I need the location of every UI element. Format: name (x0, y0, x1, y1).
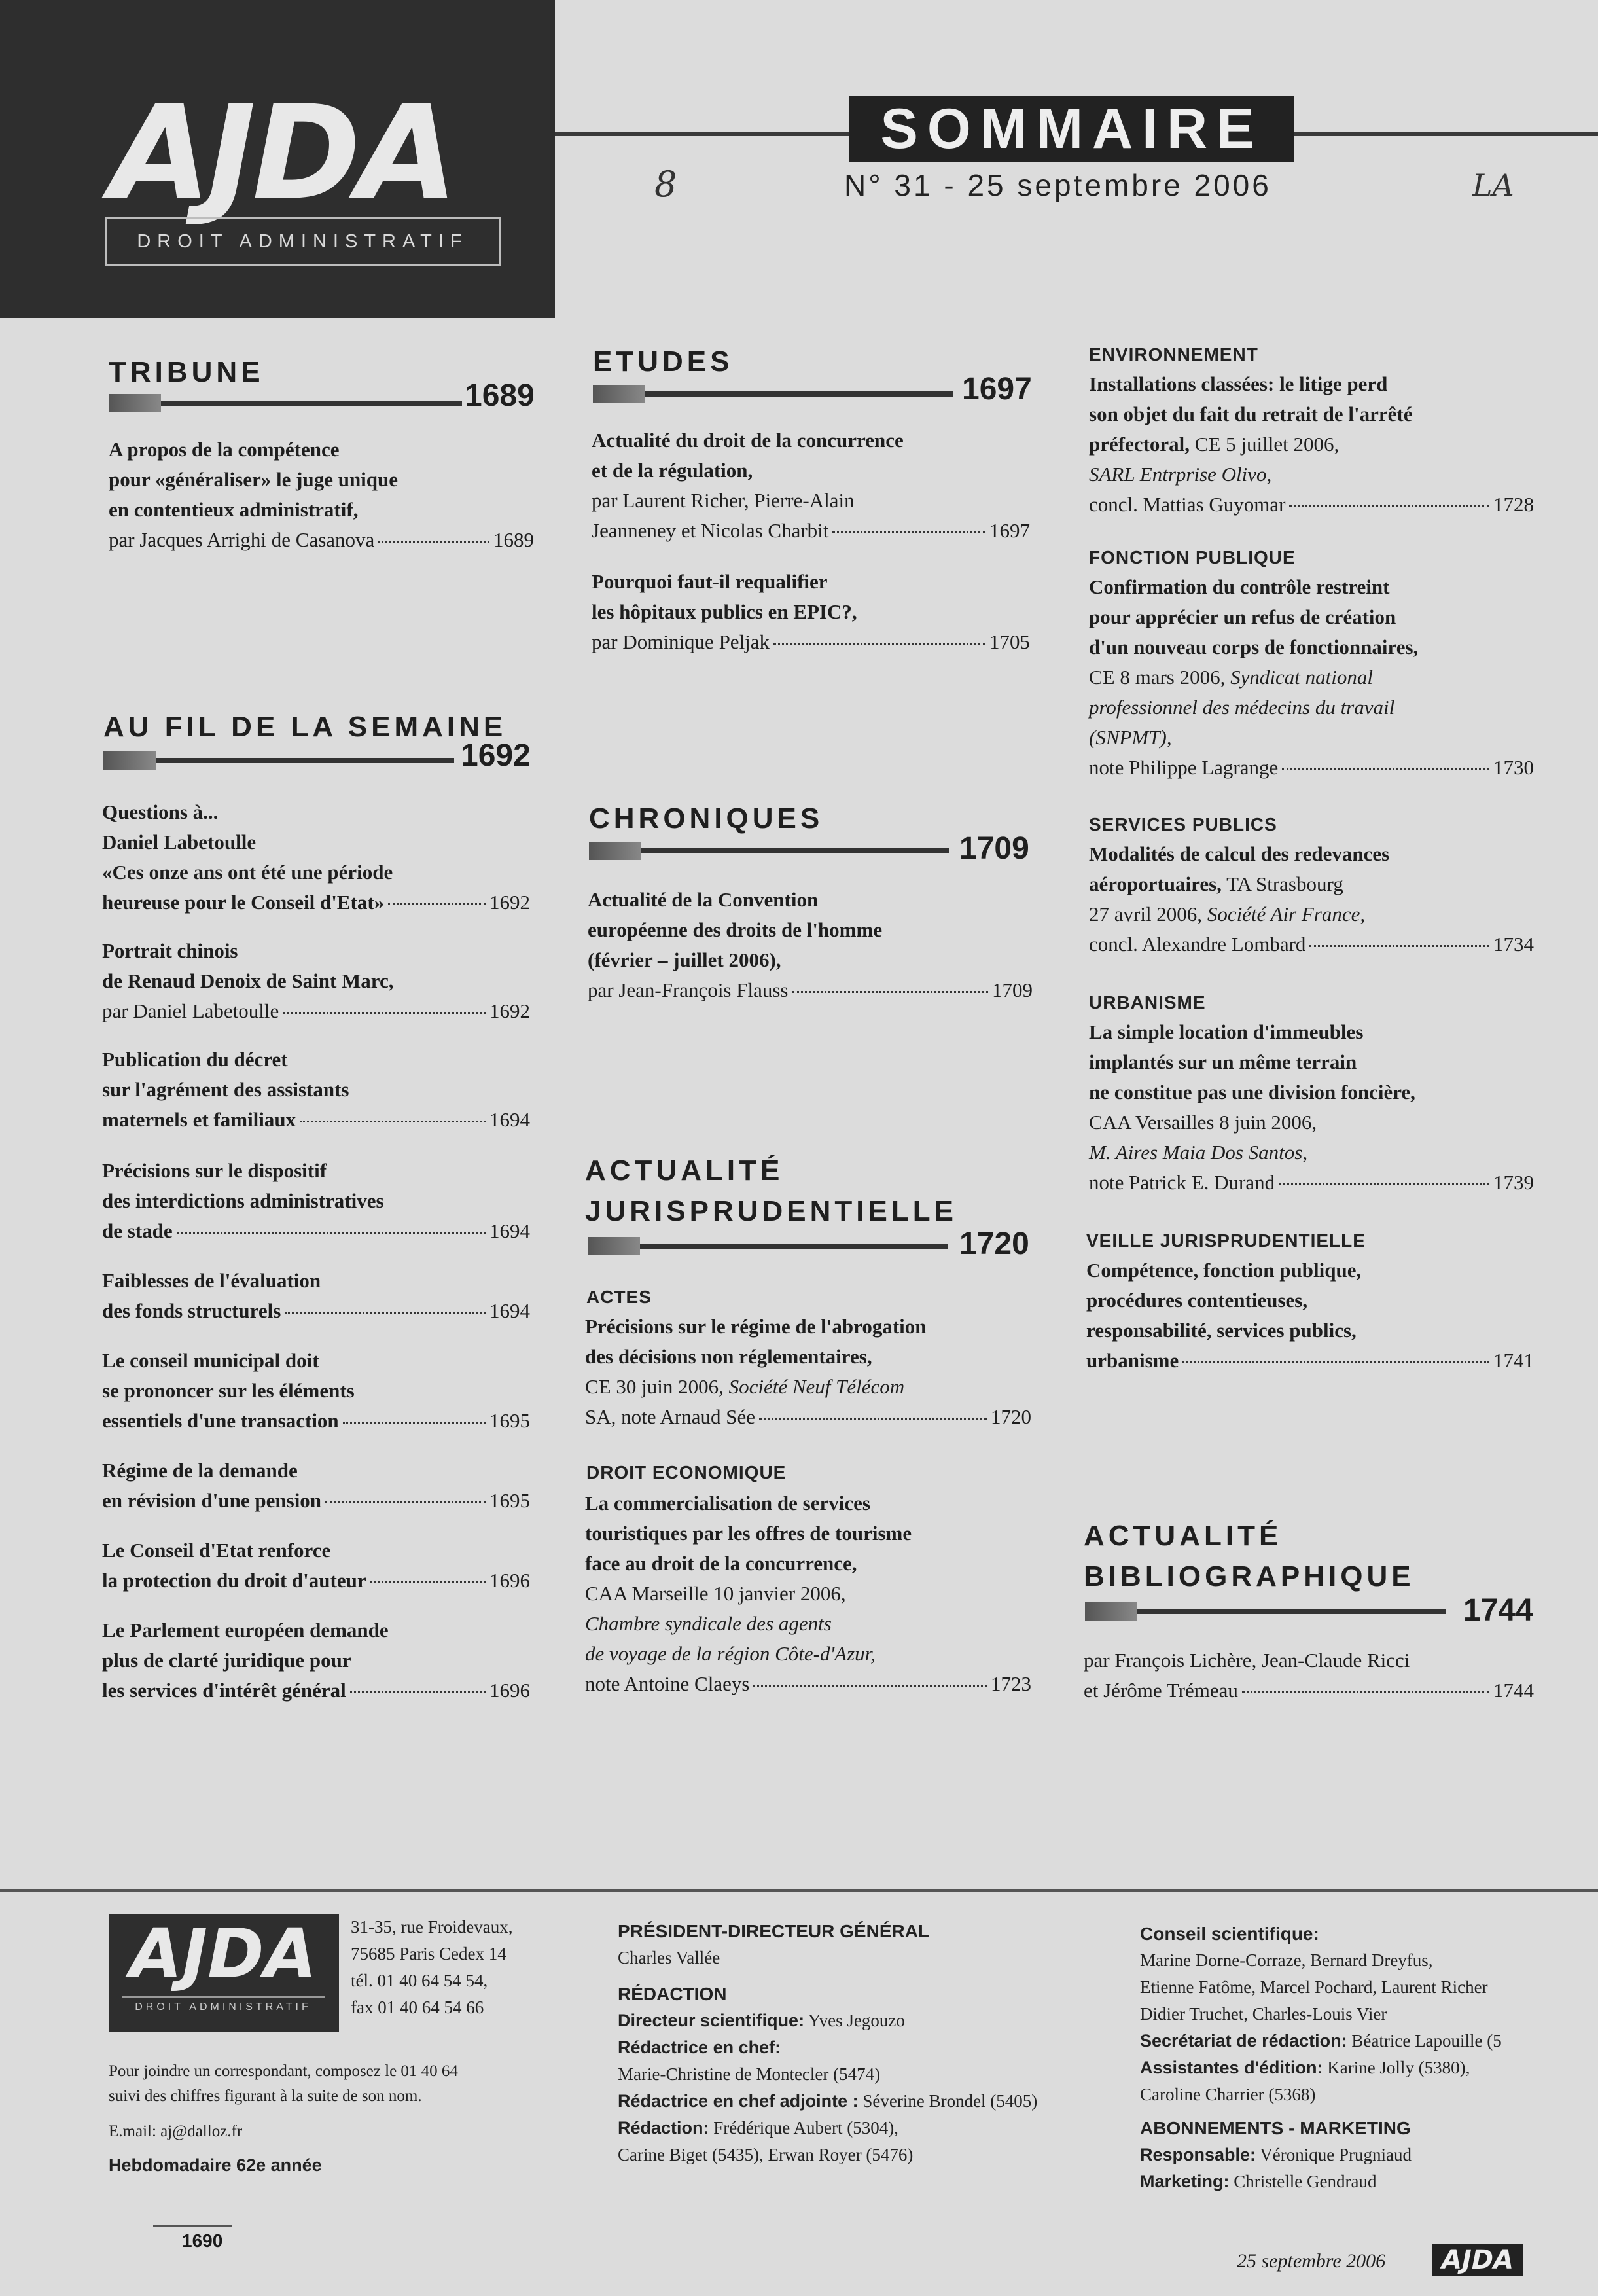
entry-title: Actualité de la Convention (588, 888, 819, 911)
section-title-biblio-1: ACTUALITÉ (1084, 1520, 1283, 1552)
entry-title: Le conseil municipal doit (102, 1349, 319, 1372)
address-line: 75685 Paris Cedex 14 (351, 1944, 506, 1964)
footer-role: Directeur scientifique: (618, 2011, 805, 2030)
entry-page: 1692 (489, 999, 530, 1022)
footer-heading: PRÉSIDENT-DIRECTEUR GÉNÉRAL (618, 1921, 930, 1941)
entry-title: (février – juillet 2006), (588, 948, 781, 971)
entry-title: Installations classées: le litige perd (1089, 372, 1388, 395)
entry-page: 1744 (1493, 1679, 1534, 1702)
issue-line: N° 31 - 25 septembre 2006 (844, 168, 1271, 202)
entry-page: 1741 (1493, 1349, 1534, 1372)
entry-page: 1723 (991, 1672, 1031, 1695)
entry-title: pour «généraliser» le juge unique (109, 468, 399, 491)
entry-title: Portrait chinois (102, 939, 238, 962)
toc-entry-actes[interactable] (585, 1312, 1031, 1432)
section-bar (1085, 1609, 1446, 1614)
entry-title: des fonds structurels (102, 1299, 281, 1322)
section-page-biblio: 1744 (1463, 1593, 1533, 1628)
entry-title: touristiques par les offres de tourisme (585, 1522, 912, 1545)
entry-title: heureuse pour le Conseil d'Etat» (102, 891, 385, 914)
entry-title: la protection du droit d'auteur (102, 1569, 366, 1592)
footer-name: Caroline Charrier (5368) (1140, 2085, 1316, 2104)
entry-page: 1694 (489, 1219, 530, 1242)
entry-page: 1695 (489, 1489, 530, 1512)
entry-page: 1692 (489, 891, 530, 914)
entry-title: en contentieux administratif, (109, 498, 359, 521)
section-bar (103, 758, 454, 763)
entry-title: responsabilité, services publics, (1086, 1319, 1357, 1342)
entry-author: par Daniel Labetoulle (102, 999, 279, 1022)
section-page-juris: 1720 (959, 1227, 1029, 1261)
entry-author: et Jérôme Trémeau (1084, 1679, 1238, 1702)
footer-role: Rédactrice en chef: (618, 2037, 781, 2057)
toc-entry-semaine-6[interactable] (102, 1346, 530, 1436)
section-title-tribune: TRIBUNE (109, 356, 264, 388)
toc-entry-eco[interactable] (585, 1488, 1031, 1699)
footer-role: Assistantes d'édition: (1140, 2058, 1323, 2077)
entry-title: Faiblesses de l'évaluation (102, 1269, 321, 1292)
page-number-rule (153, 2225, 232, 2227)
entry-title: se prononcer sur les éléments (102, 1379, 355, 1402)
entry-title: européenne des droits de l'homme (588, 918, 883, 941)
section-title-chroniques: CHRONIQUES (589, 802, 824, 834)
category-label: DROIT ECONOMIQUE (586, 1462, 787, 1482)
ajda-logo: AJDA (110, 77, 454, 230)
entry-page: 1720 (991, 1405, 1031, 1428)
entry-party: professionnel des médecins du travail (1089, 696, 1395, 719)
entry-title: pour apprécier un refus de création (1089, 605, 1396, 628)
section-page-tribune: 1689 (465, 378, 535, 413)
entry-author: par Jean-François Flauss (588, 978, 789, 1001)
footer-name: Véronique Prugniaud (1256, 2145, 1412, 2164)
footer-role: Rédaction: (618, 2118, 709, 2138)
entry-title: implantés sur un même terrain (1089, 1050, 1357, 1073)
entry-page: 1734 (1493, 933, 1534, 956)
entry-title: Questions à... (102, 800, 219, 823)
toc-entry-semaine-5[interactable] (102, 1266, 530, 1326)
footer-role: Marketing: (1140, 2172, 1230, 2191)
publisher-address (351, 1914, 567, 2021)
footer-role: Secrétariat de rédaction: (1140, 2031, 1347, 2051)
entry-party: de voyage de la région Côte-d'Azur, (585, 1642, 876, 1665)
entry-author: par Jacques Arrighi de Casanova (109, 528, 375, 551)
entry-title: La simple location d'immeubles (1089, 1020, 1364, 1043)
entry-page: 1696 (489, 1679, 530, 1702)
entry-title: procédures contentieuses, (1086, 1289, 1308, 1312)
entry-party: (SNPMT), (1089, 726, 1172, 749)
footer-heading: ABONNEMENTS - MARKETING (1140, 2118, 1411, 2138)
entry-ref: TA Strasbourg (1221, 872, 1343, 895)
footer-name: Marie-Christine de Montecler (5474) (618, 2064, 881, 2084)
footer-heading: Conseil scientifique: (1140, 1924, 1319, 1944)
entry-author: par François Lichère, Jean-Claude Ricci (1084, 1649, 1410, 1672)
entry-author: concl. Mattias Guyomar (1089, 493, 1286, 516)
entry-title: des interdictions administratives (102, 1189, 384, 1212)
entry-ref: CAA Versailles 8 juin 2006, (1089, 1111, 1317, 1134)
entry-title: Confirmation du contrôle restreint (1089, 575, 1390, 598)
entry-title: son objet du fait du retrait de l'arrêté (1089, 403, 1413, 425)
entry-title: préfectoral, (1089, 433, 1190, 456)
entry-title: les hôpitaux publics en EPIC?, (592, 600, 857, 623)
footer-date: 25 septembre 2006 (1237, 2250, 1386, 2272)
phone: tél. 01 40 64 54 54, (351, 1971, 488, 1990)
entry-title: en révision d'une pension (102, 1489, 322, 1512)
entry-title: maternels et familiaux (102, 1108, 296, 1131)
entry-author: concl. Alexandre Lombard (1089, 933, 1306, 956)
correspondant-info (109, 2059, 593, 2109)
toc-entry-semaine-2[interactable] (102, 936, 530, 1026)
entry-page: 1739 (1493, 1171, 1534, 1194)
section-page-chroniques: 1709 (959, 831, 1029, 866)
entry-page: 1696 (489, 1569, 530, 1592)
toc-entry-etudes-2[interactable] (592, 567, 1030, 657)
category-label: SERVICES PUBLICS (1089, 814, 1277, 834)
fax: fax 01 40 64 54 66 (351, 1998, 484, 2017)
entry-page: 1697 (989, 519, 1030, 542)
entry-ref: CE 30 juin 2006, (585, 1375, 724, 1398)
category-label: ACTES (586, 1287, 652, 1307)
footer-brand: AJDA (1432, 2244, 1523, 2276)
entry-page: 1730 (1493, 756, 1534, 779)
footer-name: Yves Jegouzo (804, 2011, 905, 2030)
section-bar (593, 391, 953, 397)
toc-entry-urb[interactable] (1089, 1017, 1534, 1198)
handwritten-mark-left: 8 (654, 164, 677, 205)
entry-title: d'un nouveau corps de fonctionnaires, (1089, 636, 1419, 658)
toc-entry-veille[interactable] (1086, 1255, 1534, 1376)
entry-title: ne constitue pas une division foncière, (1089, 1081, 1415, 1103)
entry-ref: CAA Marseille 10 janvier 2006, (585, 1582, 846, 1605)
section-bar (589, 848, 949, 853)
toc-entry-biblio[interactable] (1084, 1645, 1534, 1706)
entry-page: 1694 (489, 1108, 530, 1131)
footer-name: Christelle Gendraud (1229, 2172, 1377, 2191)
entry-author: par Laurent Richer, Pierre-Alain (592, 489, 855, 512)
footer-name: Marine Dorne-Corraze, Bernard Dreyfus, (1140, 1950, 1433, 1970)
entry-title: Pourquoi faut-il requalifier (592, 570, 828, 593)
entry-title: Précisions sur le dispositif (102, 1159, 327, 1182)
footer-name: Charles Vallée (618, 1948, 720, 1967)
toc-entry-semaine-9[interactable] (102, 1615, 530, 1706)
toc-entry-env[interactable] (1089, 369, 1534, 520)
category-label: URBANISME (1089, 992, 1206, 1013)
footer-role: Rédactrice en chef adjointe : (618, 2091, 859, 2111)
entry-page: 1695 (489, 1409, 530, 1432)
page-title: SOMMAIRE (849, 96, 1294, 162)
section-bar (588, 1244, 948, 1249)
page-number: 1690 (182, 2231, 223, 2251)
category-label: ENVIRONNEMENT (1089, 344, 1258, 365)
entry-title: Publication du décret (102, 1048, 288, 1071)
entry-party: SARL Entrprise Olivo, (1089, 463, 1272, 486)
toc-entry-chroniques[interactable] (588, 885, 1033, 1005)
entry-title: Modalités de calcul des redevances (1089, 842, 1390, 865)
entry-title: Le Conseil d'Etat renforce (102, 1539, 331, 1562)
entry-party: Société Air France, (1207, 903, 1366, 925)
footer-name: Séverine Brondel (5405) (858, 2091, 1038, 2111)
toc-entry-tribune[interactable] (109, 435, 534, 555)
toc-entry-fp[interactable] (1089, 572, 1534, 783)
entry-title: Précisions sur le régime de l'abrogation (585, 1315, 927, 1338)
entry-page: 1694 (489, 1299, 530, 1322)
toc-entry-semaine-7[interactable] (102, 1456, 530, 1516)
entry-title: Actualité du droit de la concurrence (592, 429, 904, 452)
section-page-semaine: 1692 (461, 738, 531, 773)
logo-subtitle: DROIT ADMINISTRATIF (105, 217, 501, 266)
toc-entry-semaine-3[interactable] (102, 1045, 530, 1135)
section-bar (109, 401, 462, 406)
entry-party: Chambre syndicale des agents (585, 1612, 832, 1635)
toc-entry-semaine-4[interactable] (102, 1156, 530, 1246)
entry-author: SA, note Arnaud Sée (585, 1405, 756, 1428)
entry-ref: 27 avril 2006, (1089, 903, 1203, 925)
section-title-semaine: AU FIL DE LA SEMAINE (103, 711, 507, 743)
footer-column-2 (618, 1918, 1128, 2168)
section-title-juris-1: ACTUALITÉ (585, 1155, 784, 1187)
entry-ref: CE 8 mars 2006, (1089, 666, 1226, 689)
footer-name: Frédérique Aubert (5304), (709, 2118, 898, 2138)
footer-ajda-logo: AJDA (130, 1914, 317, 1994)
entry-ref: CE 5 juillet 2006, (1190, 433, 1340, 456)
entry-title: aéroportuaires, (1089, 872, 1222, 895)
entry-title: face au droit de la concurrence, (585, 1552, 857, 1575)
entry-title: plus de clarté juridique pour (102, 1649, 351, 1672)
info-line: suivi des chiffres figurant à la suite de son nom. (109, 2087, 422, 2105)
entry-title: de stade (102, 1219, 173, 1242)
footer-role: Responsable: (1140, 2145, 1256, 2164)
entry-author: note Philippe Lagrange (1089, 756, 1279, 779)
info-line: Pour joindre un correspondant, composez le 01 40 64 (109, 2062, 458, 2080)
entry-author: note Patrick E. Durand (1089, 1171, 1275, 1194)
section-title-etudes: ETUDES (593, 346, 734, 378)
entry-title: Daniel Labetoulle (102, 831, 257, 853)
entry-title: La commercialisation de services (585, 1492, 870, 1515)
address-line: 31-35, rue Froidevaux, (351, 1917, 513, 1937)
entry-party: M. Aires Maia Dos Santos, (1089, 1141, 1308, 1164)
footer-name: Didier Truchet, Charles-Louis Vier (1140, 2004, 1387, 2024)
entry-page: 1728 (1493, 493, 1534, 516)
entry-party: Société Neuf Télécom (728, 1375, 905, 1398)
entry-title: Régime de la demande (102, 1459, 298, 1482)
toc-entry-semaine-1[interactable] (102, 797, 530, 918)
entry-title: Compétence, fonction publique, (1086, 1259, 1362, 1282)
footer-name: Karine Jolly (5380), (1323, 2058, 1470, 2077)
footer-heading: RÉDACTION (618, 1984, 727, 2004)
email[interactable]: E.mail: aj@dalloz.fr (109, 2123, 243, 2140)
footer-name: Béatrice Lapouille (5 (1347, 2031, 1502, 2051)
entry-title: «Ces onze ans ont été une période (102, 861, 393, 884)
section-title-biblio-2: BIBLIOGRAPHIQUE (1084, 1560, 1415, 1592)
footer-logo-subtitle: DROIT ADMINISTRATIF (122, 1996, 325, 2022)
entry-party: Syndicat national (1230, 666, 1373, 689)
category-label: VEILLE JURISPRUDENTIELLE (1086, 1230, 1366, 1251)
entry-author: note Antoine Claeys (585, 1672, 750, 1695)
handwritten-mark-right: LA (1472, 168, 1514, 203)
footer-column-3 (1140, 1920, 1598, 2195)
entry-title: de Renaud Denoix de Saint Marc, (102, 969, 394, 992)
toc-entry-sp[interactable] (1089, 839, 1534, 960)
category-label: FONCTION PUBLIQUE (1089, 547, 1296, 567)
entry-page: 1705 (989, 630, 1030, 653)
section-title-juris-2: JURISPRUDENTIELLE (585, 1195, 957, 1227)
entry-page: 1709 (992, 978, 1033, 1001)
toc-entry-semaine-8[interactable] (102, 1535, 530, 1596)
section-page-etudes: 1697 (962, 372, 1032, 406)
entry-title: A propos de la compétence (109, 438, 340, 461)
footer-name: Etienne Fatôme, Marcel Pochard, Laurent Richer (1140, 1977, 1488, 1997)
entry-title: et de la régulation, (592, 459, 753, 482)
toc-entry-etudes-1[interactable] (592, 425, 1030, 546)
entry-title: sur l'agrément des assistants (102, 1078, 349, 1101)
entry-author: Jeanneney et Nicolas Charbit (592, 519, 829, 542)
footer-name: Carine Biget (5435), Erwan Royer (5476) (618, 2145, 914, 2164)
entry-title: urbanisme (1086, 1349, 1179, 1372)
entry-title: Le Parlement européen demande (102, 1619, 389, 1641)
entry-title: essentiels d'une transaction (102, 1409, 339, 1432)
publication-frequency: Hebdomadaire 62e année (109, 2155, 322, 2175)
entry-page: 1689 (493, 528, 534, 551)
entry-title: des décisions non réglementaires, (585, 1345, 872, 1368)
footer-rule (0, 1889, 1598, 1892)
entry-title: les services d'intérêt général (102, 1679, 346, 1702)
entry-author: par Dominique Peljak (592, 630, 770, 653)
